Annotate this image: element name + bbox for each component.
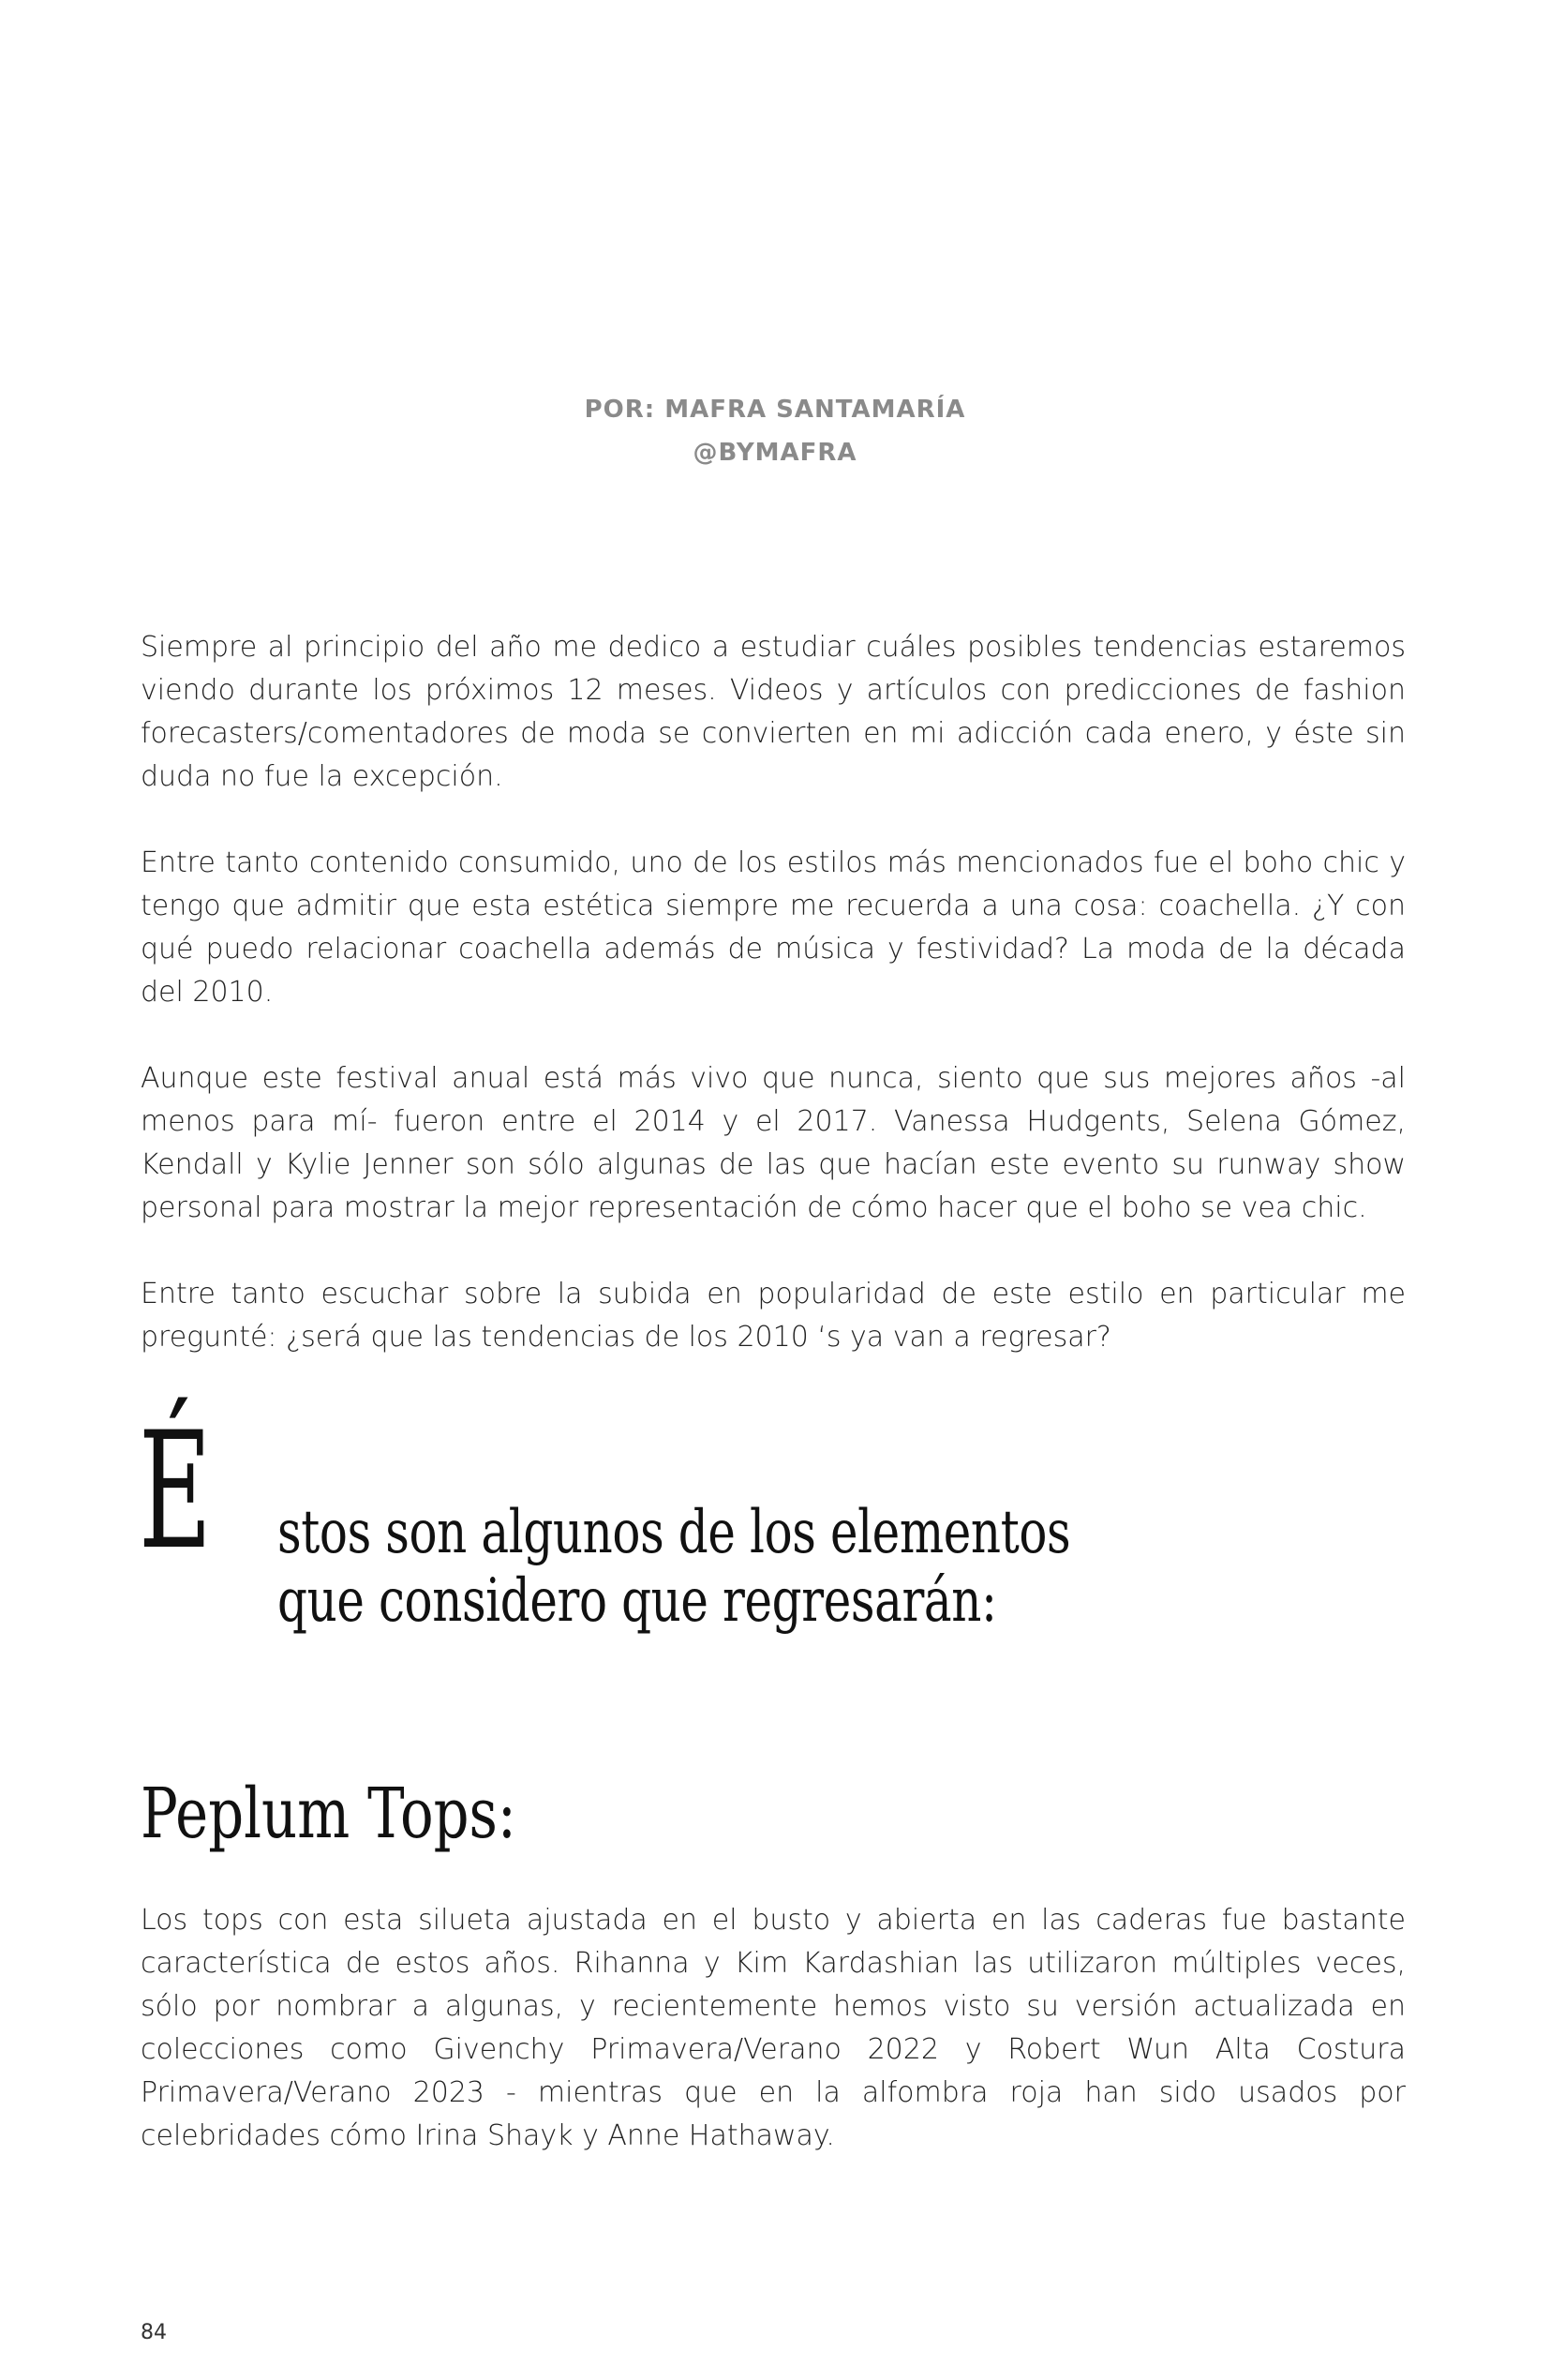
section-heading-line-1: stos son algunos de los elementos [277,1498,1071,1567]
page-number: 84 [141,2321,167,2344]
section-heading-line-2: que considero que regresarán: [277,1566,997,1636]
byline-author: POR: MAFRA SANTAMARÍA [584,396,966,424]
byline-handle: @BYMAFRA [693,439,857,467]
intro-paragraph-3: Aunque este festival anual está más vivo que nunca, siento que sus mejores años -al menos para mí- fueron entre el 2014 y el 2017. Vanessa Hudgents, Selena Gómez, Kendall y Kylie Jenner son sólo algunas de las que hacían este evento su runway show personal para mostrar la mejor representación de cómo hacer que el boho se vea chic. [141,1062,1406,1224]
intro-paragraph-4: Entre tanto escuchar sobre la subida en popularidad de este estilo en particular me pregunté: ¿será que las tendencias de los 2010 ‘s ya van a regresar? [141,1278,1406,1354]
section-heading-dropcap: É [139,1397,212,1585]
peplum-tops-paragraph: Los tops con esta silueta ajustada en el busto y abierta en las caderas fue bastante característica de estos años. Rihanna y Kim Kardashian las utilizaron múltiples veces, sólo por nombrar a algunas, y recientemente hemos visto su versión actualizada en colecciones como Givenchy Primavera/Verano 2022 y Robert Wun Alta Costura Primavera/Verano 2023 - mientras que en la alfombra roja han sido usados por celebridades cómo Irina Shayk y Anne Hathaway. [141,1904,1406,2152]
intro-paragraph-1: Siempre al principio del año me dedico a estudiar cuáles posibles tendencias estaremos viendo durante los próximos 12 meses. Videos y artículos con predicciones de fashion forecasters/comentadores de moda se convierten en mi adicción cada enero, y éste sin duda no fue la excepción. [141,631,1406,793]
intro-paragraph-2: Entre tanto contenido consumido, uno de los estilos más mencionados fue el boho chic y tengo que admitir que esta estética siempre me recuerda a una cosa: coachella. ¿Y con qué puedo relacionar coachella además de música y festividad? La moda de la década del 2010. [141,846,1406,1009]
peplum-tops-heading: Peplum Tops: [141,1774,516,1854]
